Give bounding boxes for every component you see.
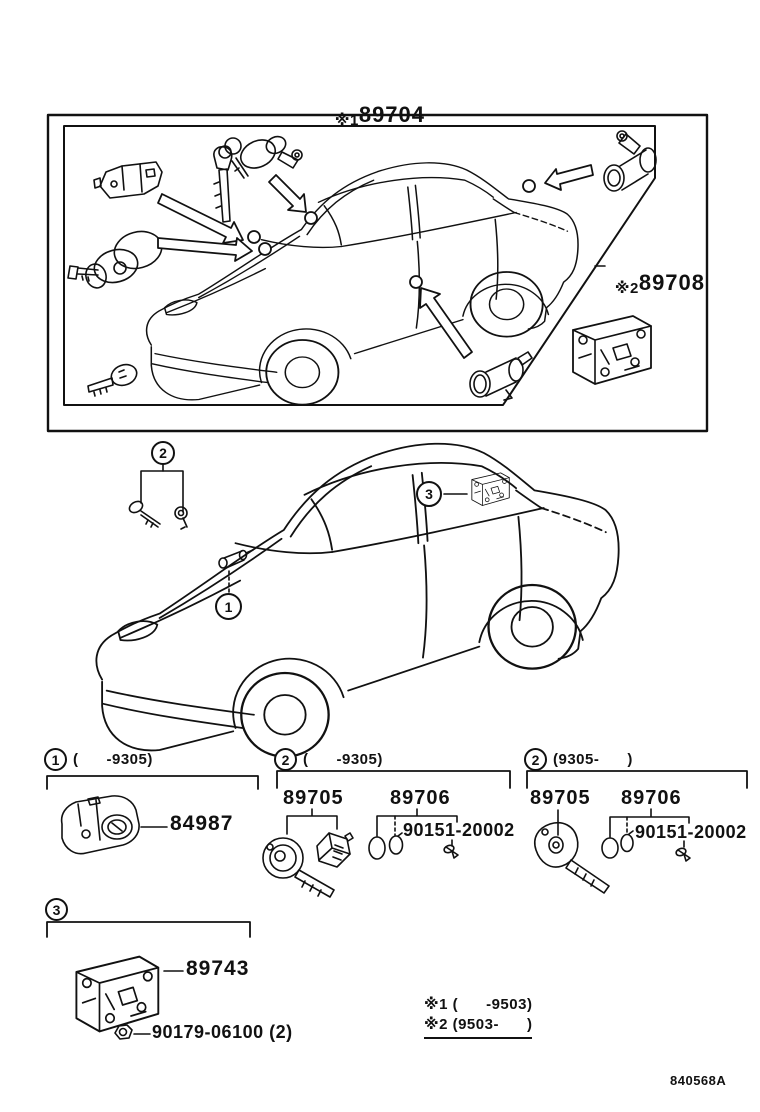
receiver-89743-illustration <box>76 957 158 1032</box>
part-number-89705-a: 89705 <box>283 787 344 809</box>
part-number-89706-a: 89706 <box>390 787 451 809</box>
part-number-89743: 89743 <box>186 957 250 980</box>
receiver-box-illustration-topbox <box>573 316 651 384</box>
document-code: 840568A <box>670 1073 727 1088</box>
screw-illustration-b <box>675 847 690 861</box>
side-assembly-part-number: 89708 <box>638 270 706 295</box>
part-number-89706-b: 89706 <box>621 787 682 809</box>
battery-cover-ovals-a <box>369 833 403 859</box>
side-assembly-label <box>606 252 705 296</box>
door-lock-cylinder-illustration <box>470 352 532 400</box>
master-key-illustration <box>88 361 140 396</box>
note-line-2: ※2 (9503- ) <box>424 1016 533 1033</box>
door-control-switch-illustration <box>94 162 162 198</box>
part-number-84987: 84987 <box>170 812 234 835</box>
top-assembly-mark: ※1 <box>334 112 359 129</box>
callout-1-middle: 1 <box>215 593 242 620</box>
section2b-range: (9305- ) <box>553 751 633 768</box>
switch-84987-illustration <box>62 796 139 854</box>
note-line-1: ※1 ( -9503) <box>424 996 533 1013</box>
production-range-notes <box>424 995 532 1039</box>
part-number-90179-06100: 90179-06100 (2) <box>152 1022 293 1042</box>
section3-callout: 3 <box>45 898 68 921</box>
section1-callout: 1 <box>44 748 67 771</box>
key-pair-illustration <box>127 499 187 529</box>
section2a-range: ( -9305) <box>303 751 383 768</box>
screw-illustration-a <box>443 844 458 858</box>
part-number-90151-20002-a: 90151-20002 <box>403 820 515 840</box>
steering-lock-illustration <box>68 226 166 290</box>
transmitter-89706a-illustration <box>317 833 353 867</box>
part-number-90151-20002-b: 90151-20002 <box>635 822 747 842</box>
callout-3-middle: 3 <box>416 481 442 507</box>
middle-car <box>96 444 618 757</box>
side-assembly-mark: ※2 <box>614 280 639 297</box>
top-assembly-part-number: 89704 <box>358 102 426 127</box>
key-89705a-illustration <box>263 838 334 897</box>
top-assembly-label <box>326 84 425 128</box>
section2b-callout: 2 <box>524 748 547 771</box>
callout-2-middle: 2 <box>151 441 175 465</box>
section2a-callout: 2 <box>274 748 297 771</box>
nut-illustration <box>115 1025 132 1039</box>
section1-range: ( -9305) <box>73 751 153 768</box>
trunk-lock-cylinder-illustration <box>604 131 656 191</box>
part-number-89705-b: 89705 <box>530 787 591 809</box>
battery-cover-ovals-b <box>602 831 633 858</box>
transmitter-key-89705b-illustration <box>535 823 609 893</box>
antenna-part-illustration <box>219 550 253 568</box>
top-box-car <box>147 163 578 405</box>
